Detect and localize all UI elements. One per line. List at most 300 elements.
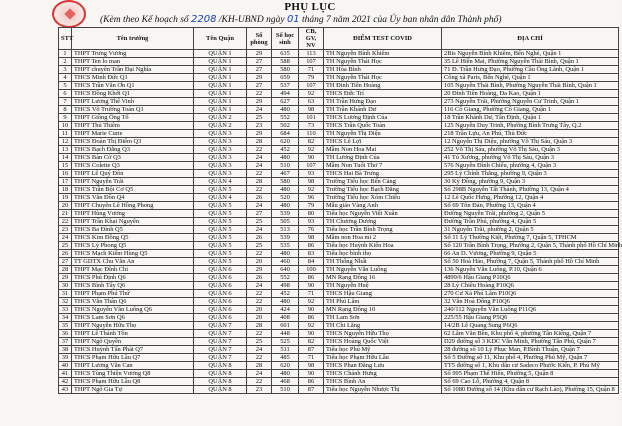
cell-staff: 80 [299,210,324,218]
table-row [59,98,619,106]
cell-address: 136 Nguyễn Văn Luông, P.10, Quận 6 [442,266,619,274]
table-row [59,242,619,250]
cell-test-site: Mầm Non Tuổi Thơ 7 [324,162,442,170]
cell-test-site: Tiểu học Nguyễn Viết Xuân [324,210,442,218]
cell-stt: 32 [59,298,72,306]
cell-staff: 113 [299,50,324,58]
cell-students: 485 [272,354,299,362]
cell-students: 520 [272,194,299,202]
page-title: PHỤ LỤC [284,1,336,13]
cell-rooms: 24 [247,202,272,210]
cell-address: 31 Nguyễn Trãi, phường 2, Quận 5 [442,226,619,234]
cell-students: 467 [272,170,299,178]
cell-staff: 98 [299,362,324,370]
cell-test-site: TH Nguyễn Thị Diệu [324,130,442,138]
cell-rooms: 22 [247,186,272,194]
cell-district: QUẬN 8 [194,362,247,370]
cell-school: THPT Marie Curie [72,130,194,138]
cell-address: Số 995 Phạm Thế Hiển, Phường 5, Quận 8 [442,370,619,378]
cell-staff: 90 [299,370,324,378]
cell-school: THCS Tùng Thiện Vương Q8 [72,370,194,378]
cell-test-site: THCS Trần Quốc Toản [324,122,442,130]
cell-students: 525 [272,338,299,346]
cell-staff: 107 [299,82,324,90]
cell-school: THPT Giồng Ông Tố [72,114,194,122]
cell-school: THCS Phạm Hữu Lầu Q8 [72,378,194,386]
cell-district: QUẬN 1 [194,50,247,58]
cell-staff: 90 [299,306,324,314]
cell-test-site: TH Nguyễn Thái Học [324,58,442,66]
cell-staff: 79 [299,74,324,82]
cell-address: 20 Đinh Tiên Hoàng, Đa Kao, Quận 1 [442,90,619,98]
cell-address: D29 đường số 3 KDC Văn Minh, Phường Tân Phú, Quận 7 [442,338,619,346]
cell-stt: 19 [59,194,72,202]
cell-rooms: 24 [247,226,272,234]
cell-school: THPT Ngô Gia Tự [72,386,194,394]
cell-stt: 9 [59,114,72,122]
cell-school: THCS Trần Bội Cơ Q5 [72,186,194,194]
cell-district: QUẬN 2 [194,122,247,130]
cell-stt: 27 [59,258,72,266]
cell-stt: 43 [59,386,72,394]
cell-district: QUẬN 3 [194,130,247,138]
table-row [59,354,619,362]
cell-rooms: 27 [247,58,272,66]
cell-stt: 41 [59,370,72,378]
cell-test-site: TH Trần Hưng Đạo [324,98,442,106]
cell-district: QUẬN 5 [194,242,247,250]
cell-address: 225/55 Hậu Giang P5Q6 [442,314,619,322]
cell-stt: 28 [59,266,72,274]
cell-address: Số 69 Cao Lỗ, Phường 4, Quận 8 [442,378,619,386]
cell-rooms: 24 [247,346,272,354]
cell-test-site: THCS Hậu Giang [324,290,442,298]
table-row [59,82,619,90]
cell-district: QUẬN 1 [194,58,247,66]
column-header-stt: STT [59,28,72,50]
cell-school: THPT Lê Thánh Tôn [72,330,194,338]
cell-address: 28 Lý Chiêu Hoàng P10Q6 [442,282,619,290]
cell-school: THPT chuyên Trần Đại Nghĩa [72,66,194,74]
table-row [59,154,619,162]
cell-district: QUẬN 3 [194,146,247,154]
cell-staff: 92 [299,90,324,98]
cell-address: Số 5 Đường số 11, Khu phố 4, Phường Phú Mỹ, Quận 7 [442,354,619,362]
cell-students: 480 [272,154,299,162]
cell-test-site: TH Nguyễn Văn Luông [324,266,442,274]
cell-district: QUẬN 1 [194,66,247,74]
table-row [59,250,619,258]
cell-students: 452 [272,146,299,154]
cell-test-site: Mầm Non Hoa Mai [324,146,442,154]
cell-district: QUẬN 6 [194,306,247,314]
cell-rooms: 22 [247,290,272,298]
cell-stt: 22 [59,218,72,226]
table-row [59,346,619,354]
cell-district: QUẬN 5 [194,234,247,242]
cell-students: 580 [272,178,299,186]
cell-address: Số 11 Lý Thường Kiệt, Phường 7, Quận 5, TPHCM [442,234,619,242]
table-row [59,226,619,234]
cell-district: QUẬN 7 [194,346,247,354]
cell-address: TT5 đường số 1, Khu dân cư Sadeco Phước Kiển, P. Phú Mỹ [442,362,619,370]
cell-students: 535 [272,242,299,250]
cell-students: 601 [272,322,299,330]
cell-school: THCS Văn Thân Q6 [72,298,194,306]
cell-staff: 93 [299,170,324,178]
cell-staff: 98 [299,178,324,186]
cell-students: 588 [272,58,299,66]
cell-address: 2Bis Nguyễn Bỉnh Khiêm, Bến Nghé, Quận 1 [442,50,619,58]
cell-test-site: THCS Phan Đăng Lưu [324,362,442,370]
cell-district: QUẬN 5 [194,186,247,194]
table-row [59,130,619,138]
cell-school: THPT Mạc Đĩnh Chi [72,266,194,274]
cell-staff: 84 [299,258,324,266]
table-row [59,274,619,282]
cell-district: QUẬN 8 [194,386,247,394]
cell-students: 505 [272,218,299,226]
cell-test-site: THCS Lê Lợi [324,138,442,146]
cell-district: QUẬN 7 [194,322,247,330]
cell-rooms: 25 [247,114,272,122]
cell-address: 14/2B Lê Quang Sung P6Q6 [442,322,619,330]
cell-students: 513 [272,226,299,234]
cell-school: THPT Chuyên Lê Hồng Phong [72,202,194,210]
cell-stt: 3 [59,66,72,74]
cell-students: 620 [272,362,299,370]
column-header-students: Số học sinh [272,28,299,50]
cell-staff: 93 [299,218,324,226]
cell-rooms: 22 [247,330,272,338]
cell-students: 627 [272,98,299,106]
cell-address: Đường Nguyễn Trãi, phường 2, Quận 5 [442,210,619,218]
cell-rooms: 28 [247,138,272,146]
cell-stt: 5 [59,82,72,90]
subtitle-suffix: tháng 7 năm 2021 của Ủy ban nhân dân Thành phố) [302,15,502,25]
cell-address: 105 Nguyễn Thái Bình, Phường Nguyễn Thái Bình, Quận 1 [442,82,619,90]
cell-district: QUẬN 6 [194,266,247,274]
cell-students: 498 [272,282,299,290]
cell-stt: 25 [59,242,72,250]
cell-stt: 34 [59,314,72,322]
column-header-staff: CB, GV, NV [299,28,324,50]
cell-district: QUẬN 5 [194,226,247,234]
cell-address: 12 Nguyễn Thị Diệu, phường Võ Thị Sáu, Quận 3 [442,138,619,146]
cell-rooms: 22 [247,378,272,386]
cell-test-site: MN Rạng Đông 16 [324,274,442,282]
cell-address: Số 298B Nguyễn Tất Thành, Phường 13, Quận 4 [442,186,619,194]
cell-rooms: 22 [247,298,272,306]
cell-school: THPT Ngô Quyền [72,338,194,346]
cell-rooms: 24 [247,282,272,290]
cell-stt: 17 [59,178,72,186]
cell-students: 635 [272,50,299,58]
table-row [59,74,619,82]
cell-stt: 40 [59,362,72,370]
cell-staff: 71 [299,66,324,74]
cell-test-site: TH Lam Sơn [324,314,442,322]
cell-stt: 18 [59,186,72,194]
table-row [59,298,619,306]
cell-district: QUẬN 2 [194,114,247,122]
cell-district: QUẬN 6 [194,282,247,290]
cell-address: 71 Đ. Trần Hưng Đạo, Phường Cầu Ông Lãnh, Quận 1 [442,66,619,74]
cell-staff: 76 [299,226,324,234]
cell-students: 480 [272,202,299,210]
cell-staff: 90 [299,154,324,162]
table-row [59,162,619,170]
cell-school: THCS Ba Đình Q5 [72,226,194,234]
table-row [59,218,619,226]
cell-test-site: Mẫu giáo Vàng Anh [324,202,442,210]
cell-stt: 30 [59,282,72,290]
table-row [59,202,619,210]
cell-staff: 87 [299,346,324,354]
cell-school: THCS Đoàn Thị Điểm Q3 [72,138,194,146]
cell-staff: 73 [299,122,324,130]
table-row [59,138,619,146]
cell-test-site: TH Nguyễn Thái Học [324,74,442,82]
table-row [59,290,619,298]
cell-students: 580 [272,66,299,74]
cell-stt: 37 [59,338,72,346]
cell-stt: 23 [59,226,72,234]
cell-school: THCS Văn Đồn Q4 [72,194,194,202]
cell-stt: 13 [59,146,72,154]
cell-school: THCS Colette Q3 [72,162,194,170]
cell-rooms: 26 [247,234,272,242]
cell-school: THPT Nguyễn Trãi [72,178,194,186]
cell-stt: 6 [59,90,72,98]
cell-test-site: TH Chương Dương [324,218,442,226]
cell-stt: 31 [59,290,72,298]
cell-students: 511 [272,346,299,354]
cell-district: QUẬN 7 [194,354,247,362]
cell-rooms: 28 [247,178,272,186]
table-row [59,282,619,290]
cell-rooms: 27 [247,66,272,74]
cell-address: Đường Trần Phú, phường 4, Quận 5 [442,218,619,226]
cell-stt: 10 [59,122,72,130]
cell-students: 539 [272,210,299,218]
cell-rooms: 22 [247,90,272,98]
cell-students: 684 [272,130,299,138]
cell-district: QUẬN 6 [194,314,247,322]
cell-staff: 82 [299,338,324,346]
table-row [59,370,619,378]
cell-school: THCS Võ Trường Toản Q1 [72,106,194,114]
cell-address: 270 Cư Xá Phú Lâm P10Q6 [442,290,619,298]
cell-school: THPT Trần Khai Nguyên [72,218,194,226]
cell-students: 552 [272,274,299,282]
table-row [59,186,619,194]
cell-test-site: Tiểu học Trần Bình Trọng [324,226,442,234]
cell-district: QUẬN 7 [194,330,247,338]
cell-staff: 92 [299,146,324,154]
cell-students: 480 [272,298,299,306]
cell-rooms: 27 [247,82,272,90]
cell-students: 480 [272,250,299,258]
cell-students: 510 [272,162,299,170]
cell-school: THCS Kim Đồng Q5 [72,234,194,242]
cell-stt: 29 [59,274,72,282]
cell-district: QUẬN 6 [194,274,247,282]
cell-test-site: THCS Chánh Hưng [324,370,442,378]
cell-staff: 90 [299,282,324,290]
cell-school: THCS Huỳnh Tấn Phát Q7 [72,346,194,354]
cell-students: 552 [272,114,299,122]
cell-address: 41 Tú Xương, phường Võ Thị Sáu, Quận 3 [442,154,619,162]
cell-staff: 86 [299,242,324,250]
cell-rooms: 28 [247,362,272,370]
cell-address: 32 Văn Hoà Đông P10Q6 [442,298,619,306]
cell-test-site: Trường Tiểu học Bến Cảng [324,178,442,186]
cell-stt: 8 [59,106,72,114]
column-header-address: ĐỊA CHỈ [442,28,619,50]
cell-address: 240/112 Nguyễn Văn Luông P11Q6 [442,306,619,314]
cell-students: 452 [272,290,299,298]
cell-district: QUẬN 4 [194,194,247,202]
cell-address: 62 Lâm Văn Bền, Khu phố 4, phường Tân Kiểng, Quận 7 [442,330,619,338]
cell-address: 576 Nguyễn Đình Chiểu, phường 4, Quận 3 [442,162,619,170]
cell-address: 273 Nguyễn Trãi, Phường Nguyễn Cư Trinh, Quận 1 [442,98,619,106]
cell-rooms: 29 [247,74,272,82]
cell-staff: 87 [299,386,324,394]
cell-district: QUẬN 3 [194,154,247,162]
cell-stt: 7 [59,98,72,106]
cell-district: QUẬN 8 [194,378,247,386]
cell-rooms: 28 [247,322,272,330]
cell-stt: 38 [59,346,72,354]
cell-staff: 86 [299,314,324,322]
cell-test-site: THCS Hai Bà Trưng [324,170,442,178]
cell-rooms: 27 [247,210,272,218]
handwritten-plan-number: 2208 [191,14,217,25]
cell-stt: 24 [59,234,72,242]
handwritten-day: 01 [286,14,300,25]
cell-test-site: TH Hòa Bình [324,66,442,74]
cell-students: 539 [272,234,299,242]
cell-staff: 98 [299,234,324,242]
cell-test-site: Tiểu học Nguyễn Nhược Thị [324,386,442,394]
cell-address: 218 Trần Lựu, An Phú, Thủ Đức [442,130,619,138]
cell-stt: 1 [59,50,72,58]
cell-students: 502 [272,122,299,130]
cell-address: 4899/6 Hậu Giang P10Q6 [442,274,619,282]
cell-district: QUẬN 5 [194,258,247,266]
cell-district: QUẬN 1 [194,90,247,98]
cell-test-site: TH Đinh Tiên Hoàng [324,82,442,90]
cell-staff: 71 [299,354,324,362]
cell-rooms: 20 [247,258,272,266]
cell-address: 252 Võ Thị Sáu, phường Võ Thị Sáu, Quận 3 [442,146,619,154]
table-row [59,210,619,218]
table-row [59,306,619,314]
cell-test-site: Mầm non Hoa mi 2 [324,234,442,242]
cell-district: QUẬN 6 [194,290,247,298]
table-row [59,330,619,338]
cell-test-site: THCS Đức Trí [324,90,442,98]
cell-staff: 92 [299,186,324,194]
table-row [59,50,619,58]
cell-students: 480 [272,370,299,378]
table-row [59,378,619,386]
cell-district: QUẬN 1 [194,106,247,114]
cell-students: 537 [272,82,299,90]
cell-rooms: 24 [247,154,272,162]
cell-test-site: Tiểu học Huỳnh Kiến Hoa [324,242,442,250]
cell-rooms: 23 [247,122,272,130]
page-subtitle [100,14,502,25]
column-header-rooms: Số phòng [247,28,272,50]
cell-rooms: 22 [247,354,272,362]
cell-school: THPT Lương Thế Vinh [72,98,194,106]
cell-test-site: Tiểu học Phạm Hữu Lầu [324,354,442,362]
table-row [59,122,619,130]
cell-students: 494 [272,90,299,98]
cell-stt: 2 [59,58,72,66]
cell-test-site: THCS Hoàng Quốc Việt [324,338,442,346]
cell-rooms: 26 [247,274,272,282]
cell-school: THCS Trần Văn Ơn Q1 [72,82,194,90]
cell-address: 28 đường số 10 Lý Phục Man, P.Bình Thuận, Quận 7 [442,346,619,354]
cell-test-site: TH Trần Khánh Dư [324,106,442,114]
cell-stt: 11 [59,130,72,138]
cell-district: QUẬN 3 [194,170,247,178]
table-row [59,146,619,154]
cell-rooms: 20 [247,306,272,314]
table-row [59,338,619,346]
cell-test-site: Trường Tiểu học Xóm Chiếu [324,194,442,202]
cell-district: QUẬN 6 [194,298,247,306]
cell-rooms: 24 [247,370,272,378]
cell-address: 30 Kỳ Đồng, phường 9, Quận 3 [442,178,619,186]
cell-staff: 63 [299,98,324,106]
table-body [59,50,622,394]
table-row [59,58,619,66]
cell-staff: 86 [299,378,324,386]
cell-students: 448 [272,330,299,338]
cell-address: 35 Lê Hiền Mai, Phường Nguyễn Thái Bình, Quận 1 [442,58,619,66]
table-row [59,362,619,370]
table-row [59,170,619,178]
cell-rooms: 25 [247,218,272,226]
cell-staff: 100 [299,266,324,274]
cell-staff: 86 [299,274,324,282]
cell-rooms: 20 [247,314,272,322]
cell-district: QUẬN 8 [194,370,247,378]
cell-school: THPT Nguyễn Hữu Thọ [72,322,194,330]
cell-stt: 12 [59,138,72,146]
cell-test-site: THCS Lương Định Của [324,114,442,122]
cell-stt: 20 [59,202,72,210]
cell-staff: 107 [299,162,324,170]
cell-test-site: MN Rạng Đông 10 [324,306,442,314]
cell-stt: 42 [59,378,72,386]
cell-address: Số 1080 Đường số 14 (Khu dân cư Rạch Lào), Phường 15, Quận 8 [442,386,619,394]
cell-rooms: 29 [247,266,272,274]
cell-rooms: 25 [247,338,272,346]
table-row [59,90,619,98]
cell-students: 468 [272,378,299,386]
cell-stt: 14 [59,154,72,162]
cell-test-site: TH Lương Định Của [324,154,442,162]
cell-rooms: 24 [247,106,272,114]
cell-stt: 36 [59,330,72,338]
cell-district: QUẬN 7 [194,338,247,346]
cell-address: 66 An D. Vương, Phường 9, Quận 5 [442,250,619,258]
